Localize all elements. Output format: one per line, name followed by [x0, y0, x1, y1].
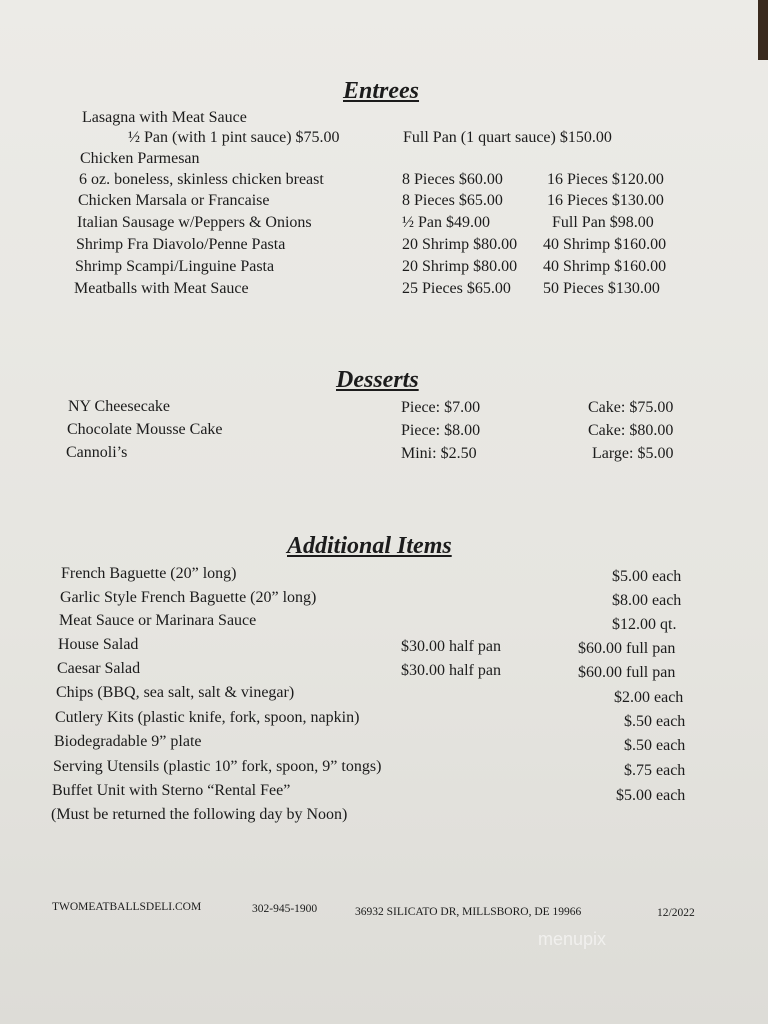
lasagna-half-price: ½ Pan (with 1 pint sauce) $75.00	[128, 129, 340, 146]
utensils-name: Serving Utensils (plastic 10” fork, spoon, 9” tongs)	[53, 758, 382, 775]
sauce-price: $12.00 qt.	[612, 616, 677, 633]
baguette-price: $5.00 each	[612, 568, 682, 585]
baguette-name: French Baguette (20” long)	[61, 565, 237, 582]
desserts-heading: Desserts	[336, 367, 419, 393]
plate-name: Biodegradable 9” plate	[54, 733, 202, 750]
buffet-note: (Must be returned the following day by Noon)	[51, 806, 348, 823]
meatballs-price-2: 50 Pieces $130.00	[543, 280, 660, 297]
lasagna-name: Lasagna with Meat Sauce	[82, 109, 247, 126]
scampi-price-2: 40 Shrimp $160.00	[543, 258, 667, 275]
meatballs-name: Meatballs with Meat Sauce	[74, 280, 249, 297]
marsala-price-1: 8 Pieces $65.00	[402, 192, 503, 209]
footer-website: TWOMEATBALLSDELI.COM	[52, 901, 202, 913]
chicken-parm-price-1: 8 Pieces $60.00	[402, 171, 503, 188]
house-salad-full: $60.00 full pan	[578, 640, 676, 657]
cannoli-price-1: Mini: $2.50	[401, 445, 477, 462]
cannoli-name: Cannoli’s	[66, 444, 128, 461]
plate-price: $.50 each	[624, 737, 686, 754]
caesar-salad-half: $30.00 half pan	[401, 662, 501, 679]
footer-address: 36932 SILICATO DR, MILLSBORO, DE 19966	[355, 906, 582, 918]
buffet-name: Buffet Unit with Sterno “Rental Fee”	[52, 782, 291, 799]
caesar-salad-name: Caesar Salad	[57, 660, 141, 677]
chips-name: Chips (BBQ, sea salt, salt & vinegar)	[56, 684, 295, 701]
cheesecake-price-2: Cake: $75.00	[588, 399, 674, 416]
fra-diavolo-price-2: 40 Shrimp $160.00	[543, 236, 667, 253]
marsala-name: Chicken Marsala or Francaise	[78, 192, 270, 209]
entrees-heading: Entrees	[343, 78, 420, 104]
chicken-parm-price-2: 16 Pieces $120.00	[547, 171, 664, 188]
table-edge	[758, 0, 768, 60]
house-salad-half: $30.00 half pan	[401, 638, 501, 655]
cutlery-price: $.50 each	[624, 713, 686, 730]
buffet-price: $5.00 each	[616, 787, 686, 804]
fra-diavolo-name: Shrimp Fra Diavolo/Penne Pasta	[76, 236, 286, 253]
garlic-baguette-price: $8.00 each	[612, 592, 682, 609]
chicken-parm-name: Chicken Parmesan	[80, 150, 200, 167]
garlic-baguette-name: Garlic Style French Baguette (20” long)	[60, 589, 317, 606]
sauce-name: Meat Sauce or Marinara Sauce	[59, 612, 257, 629]
marsala-price-2: 16 Pieces $130.00	[547, 192, 664, 209]
cheesecake-price-1: Piece: $7.00	[401, 399, 481, 416]
watermark: menupix	[538, 929, 607, 949]
chicken-parm-desc: 6 oz. boneless, skinless chicken breast	[79, 171, 324, 188]
scampi-name: Shrimp Scampi/Linguine Pasta	[75, 258, 275, 275]
sausage-price-2: Full Pan $98.00	[552, 214, 654, 231]
scampi-price-1: 20 Shrimp $80.00	[402, 258, 518, 275]
sausage-price-1: ½ Pan $49.00	[402, 214, 490, 231]
cannoli-price-2: Large: $5.00	[592, 445, 674, 462]
utensils-price: $.75 each	[624, 762, 686, 779]
lasagna-full-price: Full Pan (1 quart sauce) $150.00	[403, 129, 612, 146]
caesar-salad-full: $60.00 full pan	[578, 664, 676, 681]
chips-price: $2.00 each	[614, 689, 684, 706]
cutlery-name: Cutlery Kits (plastic knife, fork, spoon, napkin)	[55, 709, 360, 726]
fra-diavolo-price-1: 20 Shrimp $80.00	[402, 236, 518, 253]
mousse-price-1: Piece: $8.00	[401, 422, 481, 439]
meatballs-price-1: 25 Pieces $65.00	[402, 280, 511, 297]
footer-date: 12/2022	[657, 907, 695, 919]
mousse-price-2: Cake: $80.00	[588, 422, 674, 439]
mousse-name: Chocolate Mousse Cake	[67, 421, 223, 438]
sausage-name: Italian Sausage w/Peppers & Onions	[77, 214, 312, 231]
house-salad-name: House Salad	[58, 636, 139, 653]
cheesecake-name: NY Cheesecake	[68, 398, 171, 415]
footer-phone: 302-945-1900	[252, 903, 318, 915]
additional-heading: Additional Items	[287, 533, 452, 559]
